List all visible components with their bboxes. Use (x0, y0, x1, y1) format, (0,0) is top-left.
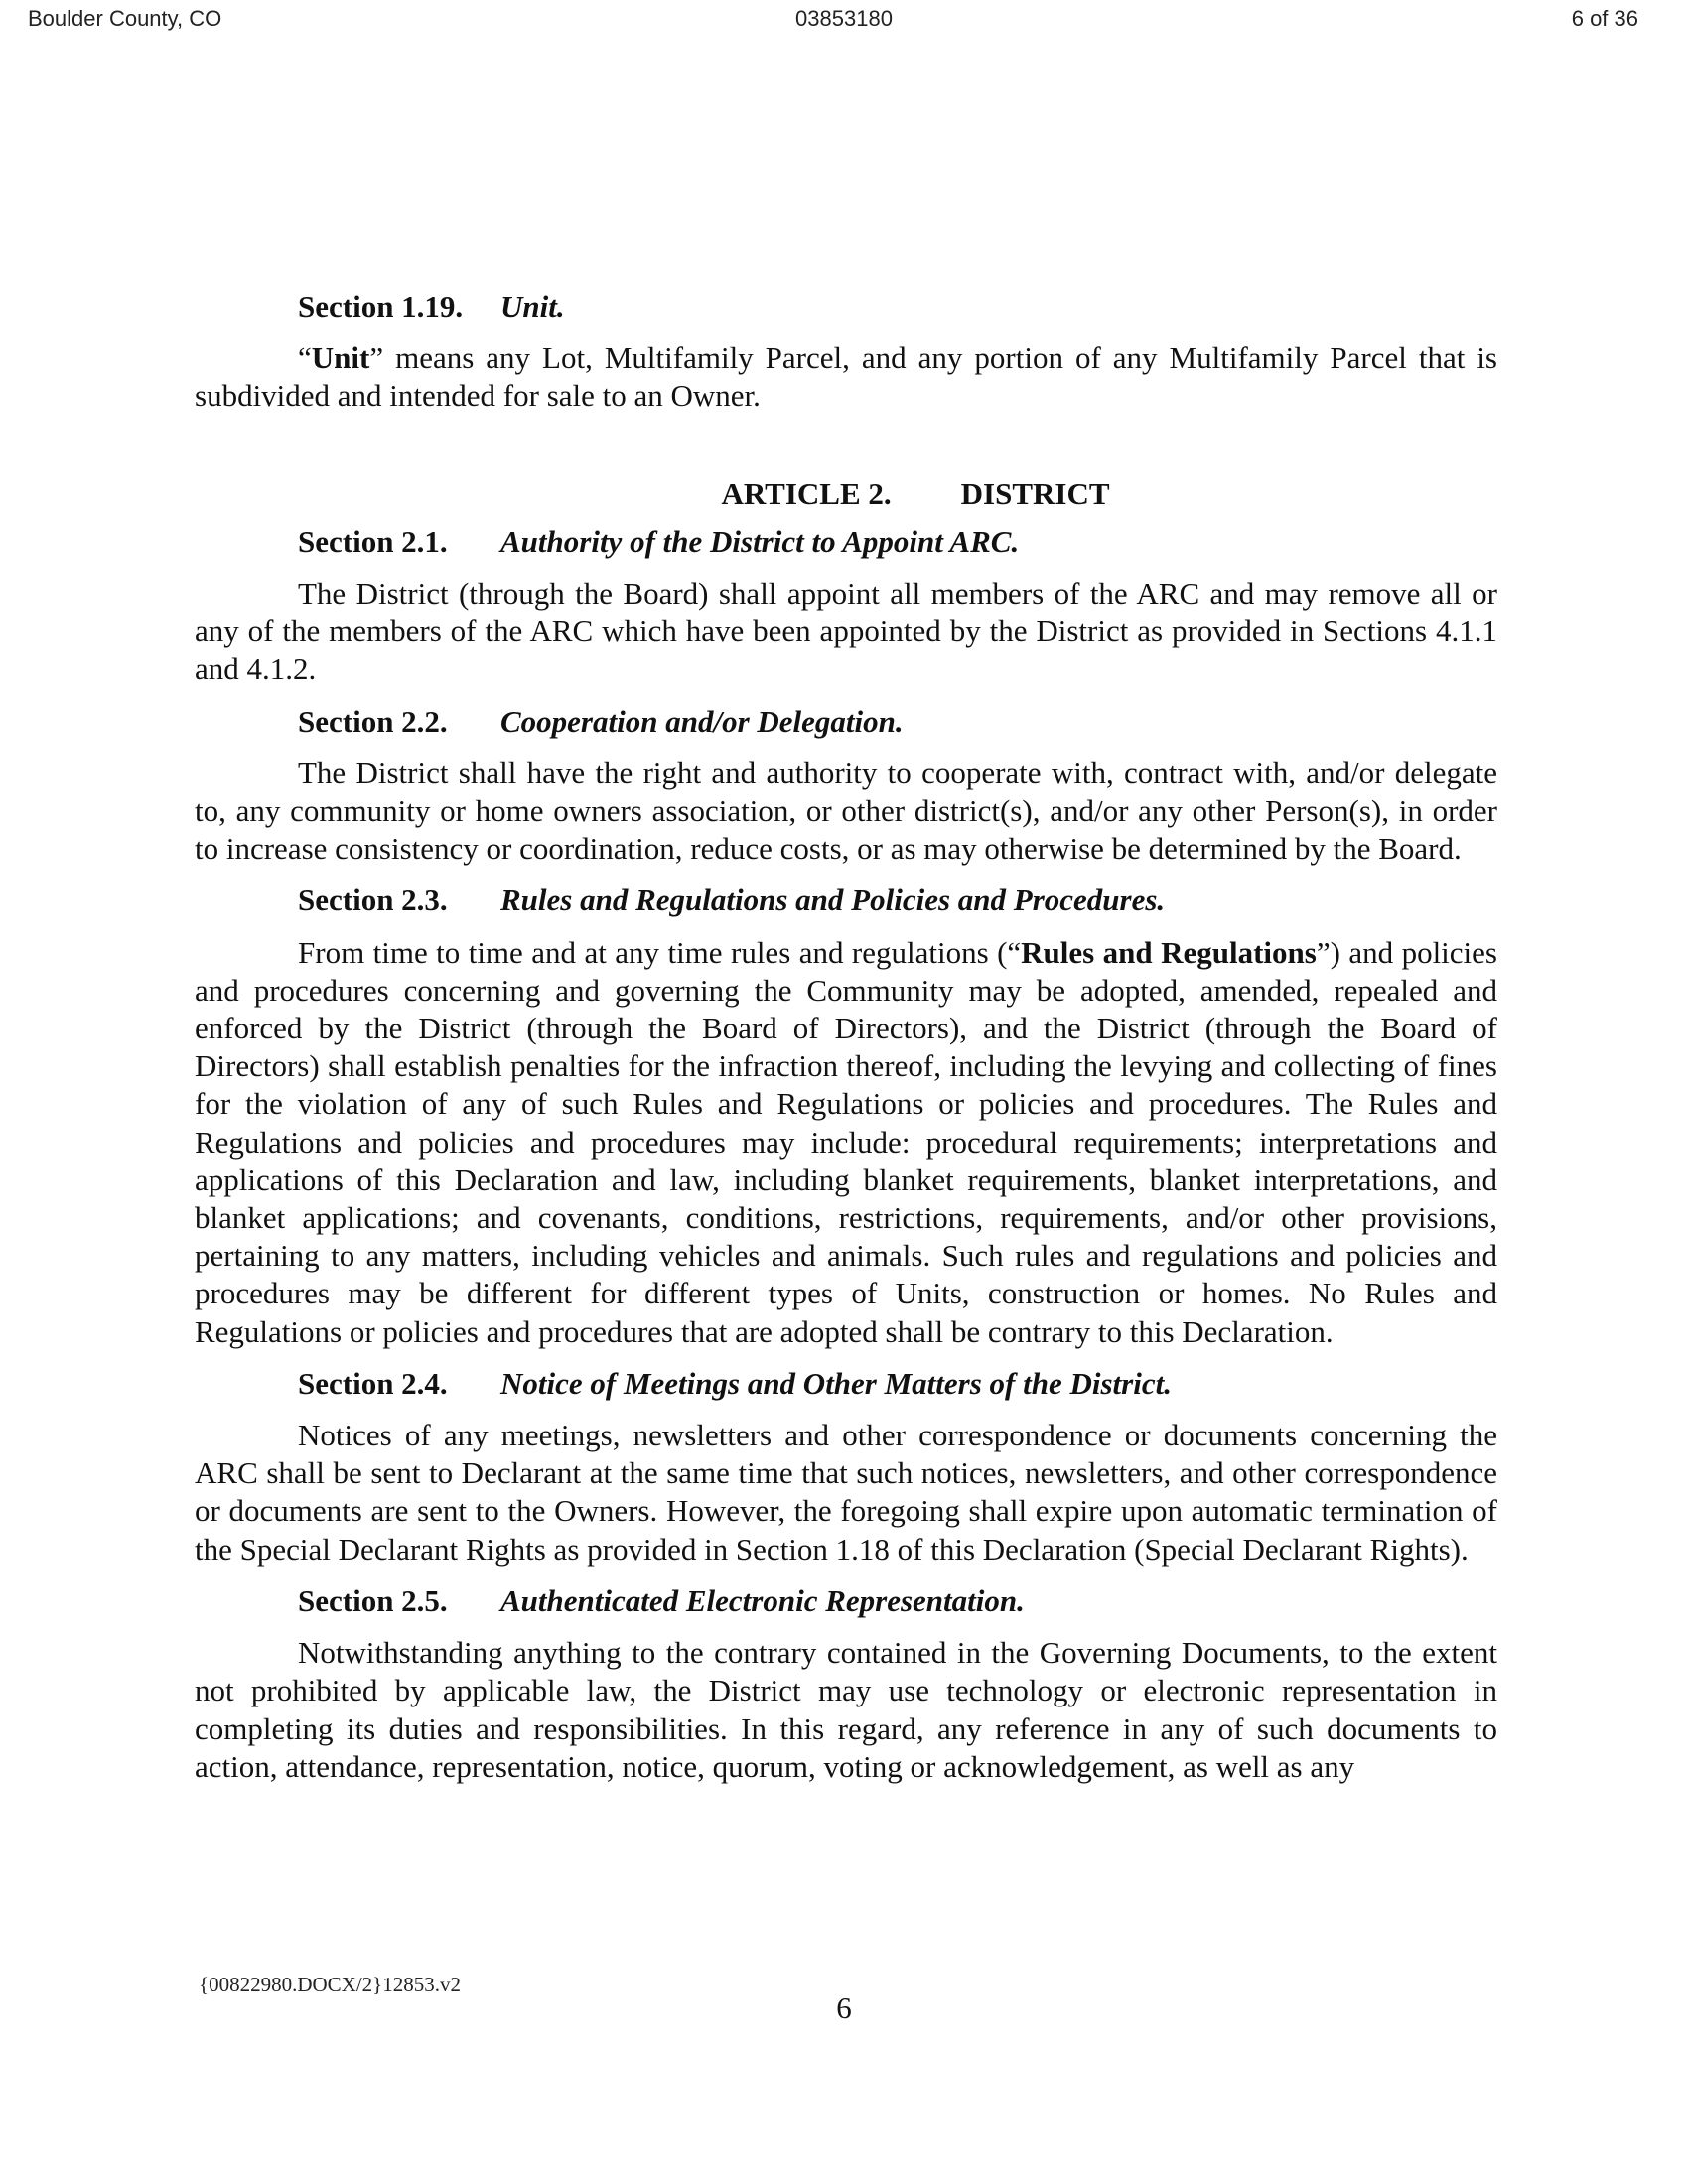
section-heading-1-19 (195, 288, 1497, 326)
document-reference: {00822980.DOCX/2}12853.v2 (199, 1973, 461, 1996)
section-heading-2-5 (195, 1582, 1497, 1620)
quote-open: “ (298, 341, 312, 376)
section-body-2-1: The District (through the Board) shall appoint all members of the ARC and may remove all or any of the members of the ARC which have been appointed by the District as provided in Sections 4.1.1 and 4.1.2. (195, 576, 1497, 687)
section-number: Section 2.5. (298, 1582, 448, 1618)
section-heading-2-1 (195, 523, 1497, 561)
section-title: Unit. (500, 289, 565, 324)
section-number: Section 2.2. (298, 703, 448, 739)
section-title: Authenticated Electronic Representation. (500, 1582, 1025, 1618)
defined-term: Unit (311, 341, 370, 376)
body-text: From time to time and at any time rules and regulations (“ (298, 934, 1022, 970)
section-body-2-3 (195, 934, 1497, 1351)
section-number: Section 2.3. (298, 883, 448, 918)
article-heading (195, 476, 1497, 513)
section-title: Rules and Regulations and Policies and Procedures. (500, 883, 1166, 918)
article-number: ARTICLE 2. (721, 476, 892, 511)
section-title: Cooperation and/or Delegation. (500, 703, 904, 739)
section-number: Section 1.19. (298, 289, 464, 324)
section-body-2-2: The District shall have the right and authority to cooperate with, contract with, and/or delegate to, any community or home owners association, or other district(s), and/or any other Person(s), in order to increase consistency or coordination, reduce costs, or as may otherwise be determined by the Board. (195, 754, 1497, 867)
county-label: Boulder County, CO (28, 6, 222, 31)
section-number: Section 2.4. (298, 1365, 448, 1401)
defined-term: Rules and Regulations (1021, 934, 1317, 970)
section-heading-2-4 (195, 1365, 1497, 1403)
reception-number: 03853180 (795, 6, 893, 31)
page-count: 6 of 36 (1571, 6, 1638, 31)
section-title: Notice of Meetings and Other Matters of the District. (500, 1365, 1172, 1401)
article-title: DISTRICT (960, 476, 1110, 511)
section-body-2-4: Notices of any meetings, newsletters and other correspondence or documents concerning the ARC shall be sent to Declarant at the same time that such notices, newsletters, and other correspondence or documents are sent to the Owners. However, the foregoing shall expire upon automatic termination of the Special Declarant Rights as provided in Section 1.18 of this Declaration (Special Declarant Rights). (195, 1418, 1497, 1567)
section-body-1-19 (195, 340, 1497, 415)
section-body-2-5: Notwithstanding anything to the contrary contained in the Governing Documents, to the extent not prohibited by applicable law, the District may use technology or electronic representation in completing its duties and responsibilities. In this regard, any reference in any of such documents to action, attendance, representation, notice, quorum, voting or acknowledgement, as well as any (195, 1635, 1497, 1784)
page-number: 6 (836, 1990, 852, 2025)
section-number: Section 2.1. (298, 523, 448, 559)
body-text: ” means any Lot, Multifamily Parcel, and any portion of any Multifamily Parcel that is subdivided and intended for sale to an Owner. (195, 341, 1497, 414)
section-heading-2-2 (195, 703, 1497, 741)
section-heading-2-3 (195, 882, 1497, 919)
body-text: ”) and policies and procedures concerning and governing the Community may be adopted, amended, repealed and enforced by the District (through the Board of Directors), and the District (through the Board of Directors) shall establish penalties for the infraction thereof, including the levying and collecting of fines for the violation of any of such Rules and Regulations or policies and procedures. The Rules and Regulations and policies and procedures may include: procedural requirements; interpretations and applications of this Declaration and law, including blanket requirements, blanket interpretations, and blanket applications; and covenants, conditions, restrictions, requirements, and/or other provisions, pertaining to any matters, including vehicles and animals. Such rules and regulations and policies and procedures may be different for different types of Units, construction or homes. No Rules and Regulations or policies and procedures that are adopted shall be contrary to this Declaration. (195, 934, 1497, 1349)
document-body (195, 288, 1497, 1800)
section-title: Authority of the District to Appoint ARC. (500, 523, 1020, 559)
